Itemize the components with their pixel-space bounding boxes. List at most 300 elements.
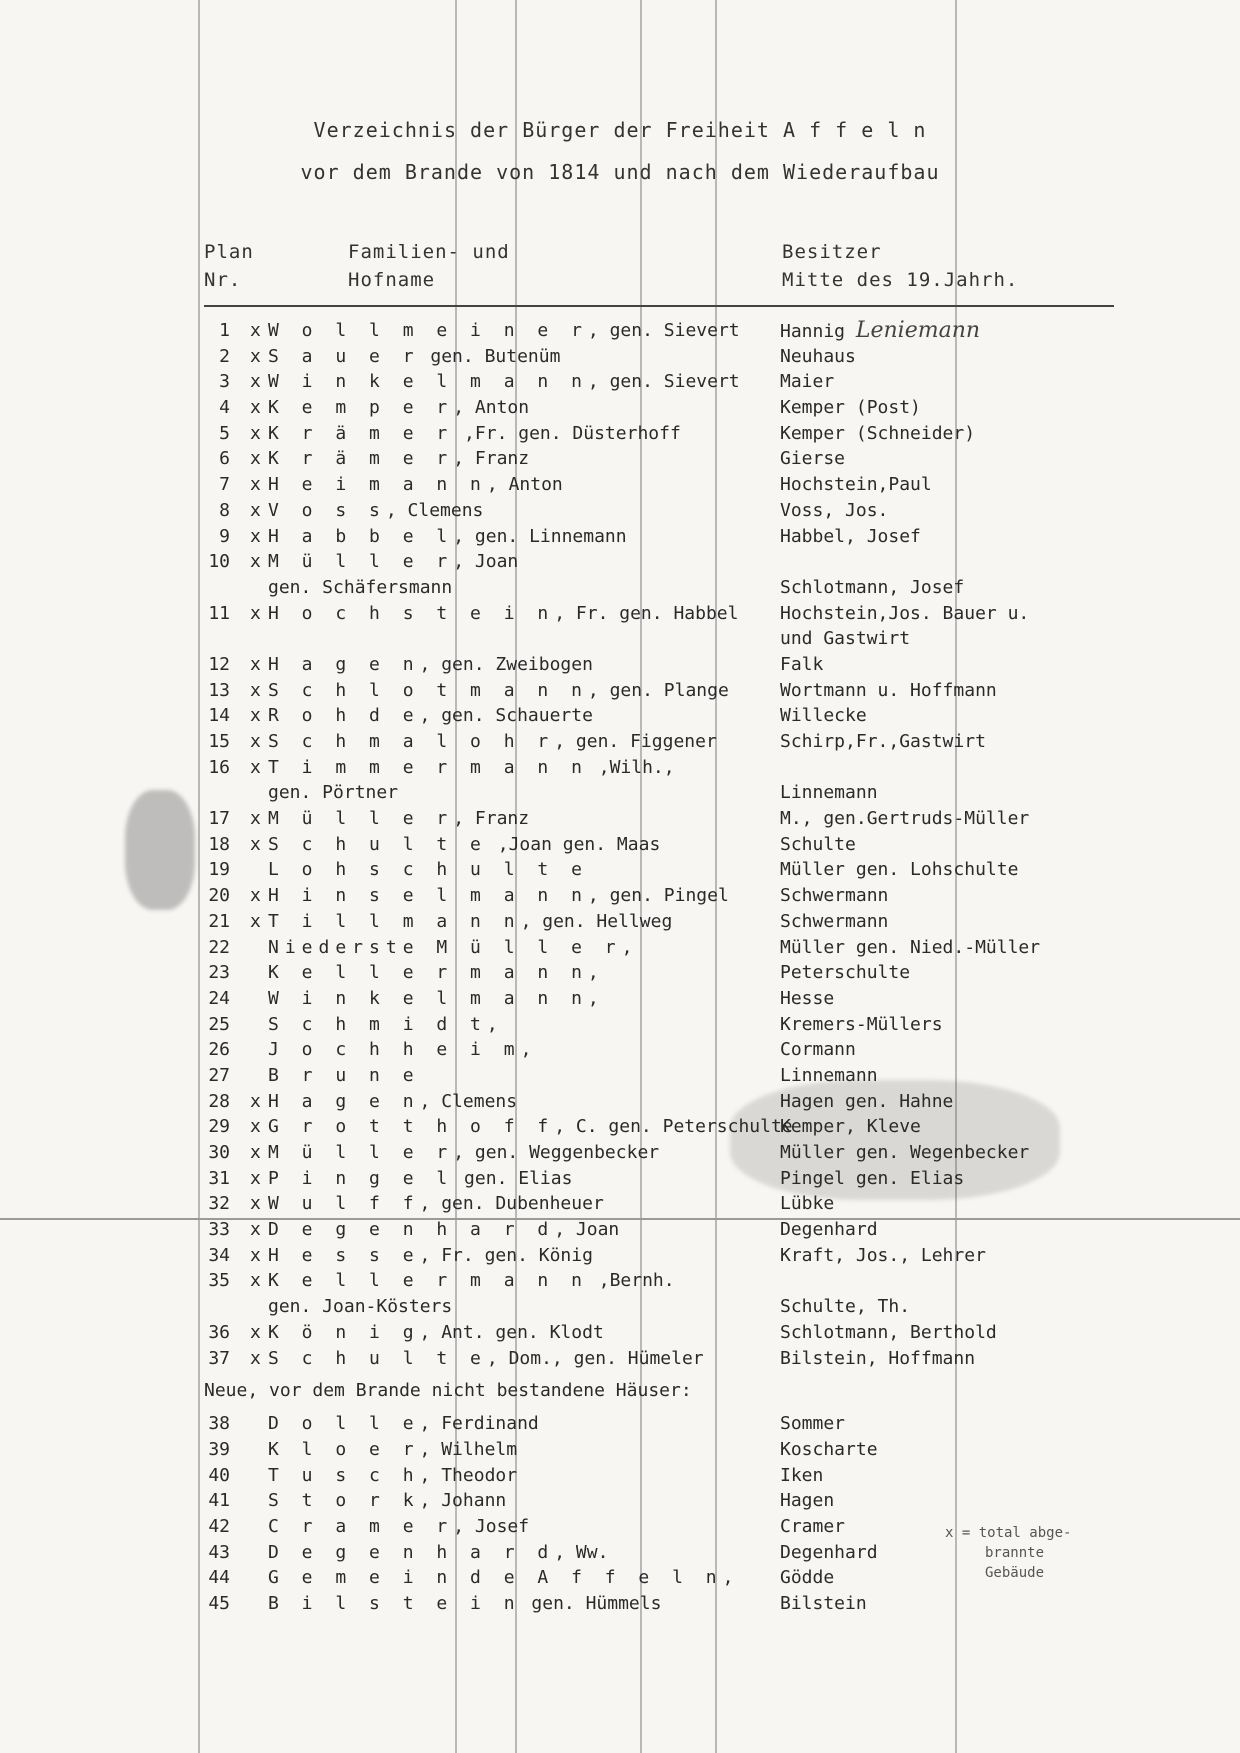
owner-name: Cormann bbox=[780, 1039, 856, 1061]
document-subtitle: vor dem Brande von 1814 und nach dem Wiederaufbau bbox=[300, 160, 940, 184]
owner-name: Linnemann bbox=[780, 782, 878, 804]
plan-number: 35 bbox=[208, 1270, 230, 1292]
table-row bbox=[0, 883, 1240, 909]
family-name-rest: , Josef bbox=[453, 1515, 530, 1537]
header-text: Nr. bbox=[204, 269, 242, 291]
family-name-rest: , gen. Weggenbecker bbox=[453, 1142, 660, 1163]
owner-name: Schulte bbox=[780, 833, 856, 855]
family-name-rest: , Johann bbox=[419, 1490, 507, 1512]
family-name-spaced: K e l l e r m a n n bbox=[268, 962, 588, 984]
plan-number: 36 bbox=[208, 1321, 230, 1343]
family-name bbox=[268, 986, 599, 1012]
owner-name: Maier bbox=[780, 371, 835, 393]
family-name-spaced: H a b b e l bbox=[268, 525, 454, 547]
burned-marker: x bbox=[250, 345, 261, 367]
family-name-spaced: W i n k e l m a n n bbox=[268, 371, 588, 393]
plan-number: 32 bbox=[208, 1193, 230, 1215]
family-name-spaced: H i n s e l m a n n bbox=[268, 885, 588, 907]
family-name-spaced: K e m p e r bbox=[268, 397, 454, 419]
owner-name: Hochstein,Jos. Bauer u. bbox=[780, 602, 1030, 624]
burned-marker: x bbox=[250, 1142, 261, 1163]
column-header-family bbox=[348, 238, 510, 294]
burned-marker: x bbox=[250, 371, 261, 393]
owner-name: Voss, Jos. bbox=[780, 499, 889, 521]
family-name bbox=[268, 1437, 517, 1463]
table-row bbox=[0, 1437, 1240, 1463]
family-name bbox=[268, 806, 529, 832]
family-name-spaced: B i l s t e i n bbox=[268, 1593, 521, 1614]
family-name-rest: , bbox=[587, 987, 599, 1009]
owner-name: Schlotmann, Josef bbox=[780, 576, 965, 598]
table-row bbox=[0, 780, 1240, 806]
table-row bbox=[0, 1320, 1240, 1346]
owner-name: Schirp,Fr.,Gastwirt bbox=[780, 731, 986, 752]
family-name-spaced: K e l l e r m a n n bbox=[268, 1270, 588, 1292]
owner-name: Iken bbox=[780, 1464, 824, 1486]
family-name-spaced: K r ä m e r bbox=[268, 422, 454, 444]
owner-name: Neuhaus bbox=[780, 345, 856, 367]
table-row bbox=[0, 1012, 1240, 1038]
family-name-rest: , Wilhelm bbox=[419, 1438, 518, 1460]
family-name bbox=[268, 1114, 793, 1140]
plan-number: 41 bbox=[208, 1490, 230, 1512]
family-name bbox=[268, 703, 593, 729]
family-name-rest: , Ferdinand bbox=[419, 1413, 539, 1435]
burned-marker: x bbox=[250, 602, 261, 624]
family-name-spaced: S c h m a l o h r bbox=[268, 731, 555, 752]
table-row bbox=[0, 935, 1240, 961]
owner-name: Hagen bbox=[780, 1490, 835, 1512]
table-row bbox=[0, 729, 1240, 755]
table-row bbox=[0, 601, 1240, 627]
plan-number: 12 bbox=[208, 653, 230, 675]
plan-number: 30 bbox=[208, 1142, 230, 1163]
family-name bbox=[268, 1012, 498, 1038]
plan-number: 38 bbox=[208, 1413, 230, 1435]
family-name bbox=[268, 472, 563, 498]
family-name bbox=[268, 729, 717, 755]
table-row bbox=[0, 1346, 1240, 1372]
family-name-rest: , Franz bbox=[453, 808, 530, 830]
table-row bbox=[0, 1089, 1240, 1115]
family-name-spaced: L o h s c h u l t e bbox=[268, 859, 588, 881]
plan-number: 31 bbox=[208, 1167, 230, 1189]
owner-name: Habbel, Josef bbox=[780, 525, 921, 547]
family-name-spaced: K ö n i g bbox=[268, 1321, 420, 1343]
family-name-spaced: T i m m e r m a n n bbox=[268, 756, 588, 778]
family-name-spaced: T i l l m a n n bbox=[268, 910, 521, 932]
section-heading-text: Neue, vor dem Brande nicht bestandene Häuser: bbox=[204, 1380, 692, 1402]
plan-number: 24 bbox=[208, 987, 230, 1009]
table-row bbox=[0, 1191, 1240, 1217]
handwritten-note: Leniemann bbox=[855, 318, 981, 343]
family-name-rest: ,Wilh., bbox=[587, 756, 675, 778]
owner-name: Kemper, Kleve bbox=[780, 1116, 921, 1138]
owner-name: Müller gen. Lohschulte bbox=[780, 859, 1019, 881]
burned-marker: x bbox=[250, 885, 261, 907]
header-rule bbox=[204, 305, 1114, 307]
owner-name: Koscharte bbox=[780, 1438, 878, 1460]
family-name-spaced: M ü l l e r bbox=[268, 1142, 454, 1163]
family-name-spaced: S c h u l t e bbox=[268, 833, 487, 855]
header-text: Familien- und bbox=[348, 241, 510, 263]
family-name-rest: , Joan bbox=[554, 1219, 620, 1241]
header-text: Hofname bbox=[348, 269, 436, 291]
family-name bbox=[268, 1540, 608, 1566]
family-name-rest: , bbox=[486, 1013, 498, 1035]
family-name bbox=[268, 1320, 604, 1346]
plan-number: 23 bbox=[208, 962, 230, 984]
burned-marker: x bbox=[250, 808, 261, 830]
plan-number: 37 bbox=[208, 1347, 230, 1369]
family-name bbox=[268, 678, 729, 704]
table-row bbox=[0, 909, 1240, 935]
plan-number: 15 bbox=[208, 731, 230, 752]
family-name-rest: , bbox=[520, 1039, 532, 1061]
family-name bbox=[268, 395, 529, 421]
family-name bbox=[268, 909, 672, 935]
table-row bbox=[0, 1294, 1240, 1320]
family-name-rest: gen. Schäfersmann bbox=[268, 576, 453, 598]
owner-name: Willecke bbox=[780, 705, 867, 727]
table-row bbox=[0, 1037, 1240, 1063]
burned-marker: x bbox=[250, 1090, 261, 1112]
document-title: Verzeichnis der Bürger der Freiheit A f f e l n bbox=[313, 118, 927, 142]
owner-name: und Gastwirt bbox=[780, 628, 911, 650]
table-row bbox=[0, 1114, 1240, 1140]
burned-marker: x bbox=[250, 731, 261, 752]
family-name-spaced: M ü l l e r bbox=[268, 551, 454, 573]
family-name-rest: , C. gen. Peterschulte bbox=[554, 1116, 793, 1138]
family-name bbox=[268, 446, 529, 472]
family-name-rest: gen. Joan-Kösters bbox=[268, 1296, 453, 1318]
owner-name: Hochstein,Paul bbox=[780, 474, 932, 496]
family-name bbox=[268, 601, 738, 627]
plan-number: 43 bbox=[208, 1541, 230, 1563]
family-name-rest: ,Fr. gen. Düsterhoff bbox=[453, 422, 681, 444]
family-name bbox=[268, 755, 675, 781]
family-name-rest: , gen. Figgener bbox=[554, 731, 717, 752]
family-name-spaced: G e m e i n d e A f f e l n bbox=[268, 1567, 723, 1589]
table-row bbox=[0, 395, 1240, 421]
table-row bbox=[0, 498, 1240, 524]
family-name-rest: , bbox=[621, 936, 633, 958]
burned-marker: x bbox=[250, 1244, 261, 1266]
plan-number: 26 bbox=[208, 1039, 230, 1061]
column-header-plan bbox=[204, 238, 254, 294]
column-header-owner bbox=[782, 238, 1018, 294]
family-name-rest: , gen. Sievert bbox=[587, 371, 740, 393]
plan-number: 14 bbox=[208, 705, 230, 727]
plan-number: 19 bbox=[208, 859, 230, 881]
family-name-spaced: W i n k e l m a n n bbox=[268, 987, 588, 1009]
family-name-spaced: S c h l o t m a n n bbox=[268, 679, 588, 701]
legend-text: x = total abge- bbox=[945, 1525, 1072, 1541]
burned-marker: x bbox=[250, 525, 261, 547]
family-name-spaced: H e s s e bbox=[268, 1244, 420, 1266]
owner-name: Falk bbox=[780, 653, 824, 675]
family-name bbox=[268, 1217, 619, 1243]
family-name bbox=[268, 1591, 661, 1617]
family-name-spaced: P i n g e l bbox=[268, 1167, 454, 1189]
plan-number: 34 bbox=[208, 1244, 230, 1266]
family-name-rest: , gen. Pingel bbox=[587, 885, 729, 907]
header-text: Besitzer bbox=[782, 241, 882, 263]
legend-text: brannte bbox=[985, 1545, 1045, 1561]
family-name-spaced: H a g e n bbox=[268, 1090, 420, 1112]
table-row bbox=[0, 344, 1240, 370]
family-name-rest: , bbox=[587, 962, 599, 984]
owner-name: Hannig Leniemann bbox=[780, 318, 981, 343]
owner-name: Pingel gen. Elias bbox=[780, 1167, 965, 1189]
plan-number: 5 bbox=[219, 422, 230, 444]
table-row bbox=[0, 1243, 1240, 1269]
family-name bbox=[268, 1565, 733, 1591]
family-name-spaced: S t o r k bbox=[268, 1490, 420, 1512]
burned-marker: x bbox=[250, 1219, 261, 1241]
family-name-spaced: H e i m a n n bbox=[268, 474, 487, 496]
plan-number: 21 bbox=[208, 910, 230, 932]
table-row bbox=[0, 703, 1240, 729]
plan-number: 13 bbox=[208, 679, 230, 701]
family-name bbox=[268, 960, 599, 986]
family-name-rest: , gen. Schauerte bbox=[419, 705, 593, 727]
family-name-spaced: D e g e n h a r d bbox=[268, 1219, 555, 1241]
table-row bbox=[0, 1268, 1240, 1294]
owner-name: M., gen.Gertruds-Müller bbox=[780, 808, 1030, 830]
burned-marker: x bbox=[250, 1270, 261, 1292]
table-row bbox=[0, 524, 1240, 550]
family-name bbox=[268, 549, 518, 575]
family-name-spaced: S a u e r bbox=[268, 345, 420, 367]
family-name bbox=[268, 1140, 659, 1166]
family-name bbox=[268, 883, 729, 909]
family-name-rest: , bbox=[722, 1567, 734, 1589]
family-name-rest: , Theodor bbox=[419, 1464, 518, 1486]
plan-number: 4 bbox=[219, 397, 230, 419]
family-name-rest: , gen. Hellweg bbox=[520, 910, 673, 932]
owner-name: Schulte, Th. bbox=[780, 1296, 911, 1318]
family-name-spaced: K r ä m e r bbox=[268, 448, 454, 470]
family-name-spaced: D e g e n h a r d bbox=[268, 1541, 555, 1563]
owner-name: Schlotmann, Berthold bbox=[780, 1321, 997, 1343]
table-row bbox=[0, 446, 1240, 472]
burned-marker: x bbox=[250, 422, 261, 444]
family-name-rest: gen. Hümmels bbox=[520, 1593, 662, 1614]
family-name-spaced: D o l l e bbox=[268, 1413, 420, 1435]
owner-name: Linnemann bbox=[780, 1064, 878, 1086]
family-name bbox=[268, 1166, 572, 1192]
burned-marker: x bbox=[250, 320, 261, 341]
burned-marker: x bbox=[250, 551, 261, 573]
plan-number: 11 bbox=[208, 602, 230, 624]
family-name-rest: , gen. Sievert bbox=[587, 320, 740, 341]
family-name-rest: , Ant. gen. Klodt bbox=[419, 1321, 604, 1343]
table-row bbox=[0, 369, 1240, 395]
section-heading bbox=[0, 1371, 1240, 1411]
family-name-rest: , Franz bbox=[453, 448, 530, 470]
burned-marker: x bbox=[250, 1347, 261, 1369]
owner-name: Kemper (Post) bbox=[780, 397, 921, 419]
family-name-spaced: B r u n e bbox=[268, 1064, 420, 1086]
owner-name: Gödde bbox=[780, 1567, 835, 1589]
plan-number: 20 bbox=[208, 885, 230, 907]
family-name-spaced: Niederste M ü l l e r bbox=[268, 936, 622, 958]
family-name-rest: , Fr. gen. König bbox=[419, 1244, 593, 1266]
table-row bbox=[0, 1591, 1240, 1617]
owner-name: Kremers-Müllers bbox=[780, 1013, 943, 1035]
burned-marker: x bbox=[250, 448, 261, 470]
table-row bbox=[0, 806, 1240, 832]
plan-number: 28 bbox=[208, 1090, 230, 1112]
family-name-rest: , Joan bbox=[453, 551, 519, 573]
owner-name: Bilstein, Hoffmann bbox=[780, 1347, 976, 1369]
plan-number: 16 bbox=[208, 756, 230, 778]
family-name-rest: gen. Butenüm bbox=[419, 345, 561, 367]
family-name bbox=[268, 1243, 593, 1269]
family-name-spaced: W o l l m e i n e r bbox=[268, 320, 588, 341]
family-name bbox=[268, 318, 740, 344]
family-name bbox=[268, 421, 681, 447]
family-name-spaced: J o c h h e i m bbox=[268, 1039, 521, 1061]
burned-marker: x bbox=[250, 756, 261, 778]
plan-number: 29 bbox=[208, 1116, 230, 1138]
table-row bbox=[0, 472, 1240, 498]
plan-number: 1 bbox=[219, 320, 230, 341]
family-name-spaced: R o h d e bbox=[268, 705, 420, 727]
table-row bbox=[0, 986, 1240, 1012]
table-row bbox=[0, 1166, 1240, 1192]
family-name-rest: ,Joan gen. Maas bbox=[486, 833, 661, 855]
plan-number: 39 bbox=[208, 1438, 230, 1460]
legend-text: Gebäude bbox=[985, 1565, 1045, 1581]
family-name-spaced: T u s c h bbox=[268, 1464, 420, 1486]
plan-number: 33 bbox=[208, 1219, 230, 1241]
plan-number: 42 bbox=[208, 1515, 230, 1537]
table-row bbox=[0, 652, 1240, 678]
burned-marker: x bbox=[250, 705, 261, 727]
plan-number: 10 bbox=[208, 551, 230, 573]
family-name bbox=[268, 832, 660, 858]
plan-number: 7 bbox=[219, 474, 230, 496]
burned-marker: x bbox=[250, 679, 261, 701]
family-name bbox=[268, 1063, 420, 1089]
burned-marker: x bbox=[250, 1116, 261, 1138]
owner-name: Sommer bbox=[780, 1413, 846, 1435]
table-row bbox=[0, 575, 1240, 601]
family-name bbox=[268, 498, 483, 524]
burned-marker: x bbox=[250, 1321, 261, 1343]
table-row bbox=[0, 1463, 1240, 1489]
table-row bbox=[0, 1217, 1240, 1243]
family-name-spaced: H a g e n bbox=[268, 653, 420, 675]
family-name-rest: , Dom., gen. Hümeler bbox=[486, 1347, 704, 1369]
owner-name: Bilstein bbox=[780, 1593, 867, 1614]
table-row bbox=[0, 1140, 1240, 1166]
table-row bbox=[0, 1488, 1240, 1514]
family-name bbox=[268, 1488, 506, 1514]
plan-number: 22 bbox=[208, 936, 230, 958]
family-name bbox=[268, 1037, 531, 1063]
burned-marker: x bbox=[250, 397, 261, 419]
plan-number: 18 bbox=[208, 833, 230, 855]
plan-number: 45 bbox=[208, 1593, 230, 1614]
family-name bbox=[268, 1514, 529, 1540]
owner-name: Cramer bbox=[780, 1515, 846, 1537]
plan-number: 8 bbox=[219, 499, 230, 521]
owner-name: Peterschulte bbox=[780, 962, 911, 984]
table-row bbox=[0, 960, 1240, 986]
plan-number: 25 bbox=[208, 1013, 230, 1035]
owner-name: Schwermann bbox=[780, 885, 889, 907]
family-name-rest: , Clemens bbox=[385, 499, 484, 521]
family-name bbox=[268, 1411, 539, 1437]
burned-marker: x bbox=[250, 499, 261, 521]
family-name bbox=[268, 652, 593, 678]
family-name-rest: , Ww. bbox=[554, 1541, 609, 1563]
owner-name: Müller gen. Nied.-Müller bbox=[780, 936, 1041, 958]
family-name-spaced: G r o t t h o f f bbox=[268, 1116, 555, 1138]
family-name bbox=[268, 1268, 675, 1294]
legend bbox=[945, 1523, 1071, 1583]
table-row bbox=[0, 832, 1240, 858]
family-name-rest: , gen. Plange bbox=[587, 679, 729, 701]
table-row bbox=[0, 421, 1240, 447]
table-row bbox=[0, 549, 1240, 575]
family-name-rest: , gen. Zweibogen bbox=[419, 653, 593, 675]
family-name bbox=[268, 1089, 517, 1115]
table-row bbox=[0, 318, 1240, 344]
plan-number: 27 bbox=[208, 1064, 230, 1086]
burned-marker: x bbox=[250, 1193, 261, 1215]
owner-name: Gierse bbox=[780, 448, 846, 470]
family-name-spaced: S c h m i d t bbox=[268, 1013, 487, 1035]
plan-number: 2 bbox=[219, 345, 230, 367]
owner-name: Kraft, Jos., Lehrer bbox=[780, 1244, 986, 1266]
plan-number: 44 bbox=[208, 1567, 230, 1589]
owner-name: Wortmann u. Hoffmann bbox=[780, 679, 997, 701]
owner-name: Lübke bbox=[780, 1193, 835, 1215]
table-row bbox=[0, 1411, 1240, 1437]
owner-name: Hesse bbox=[780, 987, 835, 1009]
owner-name: Kemper (Schneider) bbox=[780, 422, 976, 444]
family-name-rest: , Clemens bbox=[419, 1090, 518, 1112]
plan-number: 17 bbox=[208, 808, 230, 830]
table-row bbox=[0, 857, 1240, 883]
family-name-rest: , Anton bbox=[486, 474, 563, 496]
family-name-rest: ,Bernh. bbox=[587, 1270, 675, 1292]
family-name-rest: , gen. Dubenheuer bbox=[419, 1193, 604, 1215]
family-name-rest: , gen. Linnemann bbox=[453, 525, 627, 547]
owner-name: Degenhard bbox=[780, 1541, 878, 1563]
header-text: Plan bbox=[204, 241, 254, 263]
family-name-rest: gen. Elias bbox=[453, 1167, 573, 1189]
plan-number: 40 bbox=[208, 1464, 230, 1486]
family-name bbox=[268, 524, 627, 550]
table-row bbox=[0, 678, 1240, 704]
family-name bbox=[268, 1346, 704, 1372]
family-name bbox=[268, 575, 452, 601]
burned-marker: x bbox=[250, 910, 261, 932]
burned-marker: x bbox=[250, 1167, 261, 1189]
owner-name: Hagen gen. Hahne bbox=[780, 1090, 954, 1112]
table-row bbox=[0, 1063, 1240, 1089]
table-row bbox=[0, 755, 1240, 781]
owner-name: Degenhard bbox=[780, 1219, 878, 1241]
family-name bbox=[268, 780, 398, 806]
family-name-spaced: K l o e r bbox=[268, 1438, 420, 1460]
family-name bbox=[268, 344, 560, 370]
